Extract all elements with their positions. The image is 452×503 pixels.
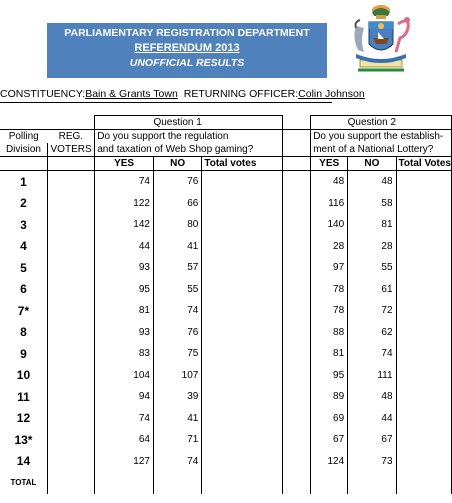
q1-total-cell — [202, 171, 282, 193]
q1-yes-cell: 74 — [95, 408, 154, 430]
q1-yes-cell: 142 — [95, 214, 154, 236]
q2-no-cell: 48 — [348, 386, 396, 408]
reg-voters-cell — [47, 343, 94, 365]
total-row-label: TOTAL — [10, 478, 37, 488]
spacer-cell — [282, 279, 310, 301]
q2-yes-cell: 28 — [311, 236, 348, 258]
reg-voters-cell — [47, 429, 94, 451]
q2-yes-cell: 69 — [311, 408, 348, 430]
table-row — [0, 343, 452, 365]
polling-division-cell: 6 — [20, 282, 27, 297]
spacer-cell — [282, 343, 310, 365]
spacer-cell — [282, 365, 310, 387]
q1-total-cell — [202, 386, 282, 408]
q1-total-cell — [202, 408, 282, 430]
spacer-cell — [282, 214, 310, 236]
question-1-text-2: and taxation of Web Shop gaming? — [95, 143, 283, 157]
q2-total-cell — [396, 386, 451, 408]
table-row — [0, 257, 452, 279]
q1-no-cell: 75 — [153, 343, 201, 365]
q2-total-cell — [396, 279, 451, 301]
q2-no-cell: 58 — [348, 193, 396, 215]
q1-no-cell: 57 — [153, 257, 201, 279]
q2-yes-cell: 78 — [311, 279, 348, 301]
reg-voters-cell — [47, 300, 94, 322]
q1-no-cell: 76 — [153, 171, 201, 193]
spacer-cell — [282, 193, 310, 215]
q1-total-header: Total votes — [202, 157, 282, 171]
q2-yes-cell: 78 — [311, 300, 348, 322]
polling-division-cell: 4 — [20, 239, 27, 254]
department-title: PARLIAMENTARY REGISTRATION DEPARTMENT — [64, 27, 310, 39]
q1-no-cell: 41 — [153, 408, 201, 430]
q2-total-cell — [396, 257, 451, 279]
spacer-cell — [282, 300, 310, 322]
polling-division-cell: 14 — [16, 454, 31, 469]
results-table — [0, 115, 452, 494]
polling-division-cell: 1 — [20, 174, 27, 189]
results-subtitle: UNOFFICIAL RESULTS — [129, 57, 245, 69]
spacer-cell — [282, 257, 310, 279]
divider-line — [0, 102, 332, 103]
question-2-text-2: ment of a National Lottery? — [311, 143, 452, 157]
q1-no-cell: 107 — [153, 365, 201, 387]
q1-no-cell: 39 — [153, 386, 201, 408]
q1-total-cell — [202, 236, 282, 258]
q1-total-cell — [202, 257, 282, 279]
table-row — [0, 408, 452, 430]
polling-division-cell: 9 — [20, 346, 27, 361]
reg-header-2: VOTERS — [47, 143, 94, 157]
polling-division-cell: 5 — [20, 260, 27, 275]
q2-yes-cell: 124 — [311, 451, 348, 473]
reg-header-1: REG. — [47, 130, 94, 144]
q1-total-cell — [202, 279, 282, 301]
constituency-label: CONSTITUENCY: — [0, 88, 86, 100]
q2-yes-cell: 48 — [311, 171, 348, 193]
q2-no-cell: 111 — [348, 365, 396, 387]
q1-yes-cell: 93 — [95, 322, 154, 344]
q2-total-cell — [396, 451, 451, 473]
q1-yes-cell: 44 — [95, 236, 154, 258]
q2-yes-cell: 97 — [311, 257, 348, 279]
q1-no-cell: 55 — [153, 279, 201, 301]
q2-no-cell: 81 — [348, 214, 396, 236]
q1-yes-cell: 81 — [95, 300, 154, 322]
polling-division-cell: 11 — [17, 389, 30, 404]
reg-voters-cell — [47, 386, 94, 408]
q2-no-cell: 44 — [348, 408, 396, 430]
q2-yes-cell: 89 — [311, 386, 348, 408]
table-row — [0, 322, 452, 344]
spacer-cell — [282, 322, 310, 344]
table-row — [0, 193, 452, 215]
question-2-text-1: Do you support the establish- — [311, 130, 452, 144]
q2-yes-header: YES — [311, 157, 348, 171]
q1-no-cell: 71 — [153, 429, 201, 451]
q2-yes-cell: 88 — [311, 322, 348, 344]
reg-voters-cell — [47, 193, 94, 215]
q2-total-cell — [396, 343, 451, 365]
constituency-value: Bain & Grants Town — [85, 88, 178, 100]
q1-total-cell — [202, 451, 282, 473]
q2-total-cell — [396, 365, 451, 387]
q1-total-cell — [202, 365, 282, 387]
q2-no-cell: 67 — [348, 429, 396, 451]
table-row — [0, 451, 452, 473]
returning-officer-label: RETURNING OFFICER: — [183, 88, 299, 100]
spacer-cell — [282, 386, 310, 408]
spacer-cell — [282, 429, 310, 451]
q1-yes-cell: 122 — [95, 193, 154, 215]
reg-voters-cell — [47, 408, 94, 430]
table-row — [0, 236, 452, 258]
spacer-cell — [282, 408, 310, 430]
q2-no-cell: 55 — [348, 257, 396, 279]
reg-voters-cell — [47, 214, 94, 236]
reg-voters-cell — [47, 171, 94, 193]
table-row — [0, 386, 452, 408]
q1-yes-cell: 104 — [95, 365, 154, 387]
polling-division-cell: 7* — [17, 303, 30, 318]
returning-officer-value: Colin Johnson — [298, 88, 365, 100]
constituency-line — [0, 88, 365, 100]
table-row — [0, 429, 452, 451]
q2-yes-cell: 81 — [311, 343, 348, 365]
reg-voters-cell — [47, 451, 94, 473]
q1-yes-cell: 127 — [95, 451, 154, 473]
q1-yes-cell: 93 — [95, 257, 154, 279]
q2-total-cell — [396, 193, 451, 215]
polling-division-cell: 13* — [14, 432, 33, 447]
polling-division-cell: 10 — [16, 368, 31, 383]
table-row — [0, 171, 452, 193]
q1-yes-cell: 95 — [95, 279, 154, 301]
q1-total-cell — [202, 193, 282, 215]
polling-header-1: Polling — [0, 130, 47, 144]
reg-voters-cell — [47, 365, 94, 387]
q2-total-cell — [396, 214, 451, 236]
bahamas-coat-of-arms-icon — [350, 2, 412, 76]
question-1-text-1: Do you support the regulation — [95, 130, 283, 144]
q2-total-cell — [396, 429, 451, 451]
q1-yes-cell: 74 — [95, 171, 154, 193]
q1-no-cell: 66 — [153, 193, 201, 215]
q2-yes-cell: 67 — [311, 429, 348, 451]
q2-no-header: NO — [348, 157, 396, 171]
q2-total-cell — [396, 300, 451, 322]
q2-total-cell — [396, 236, 451, 258]
q1-total-cell — [202, 322, 282, 344]
polling-division-cell: 8 — [20, 325, 27, 340]
q1-no-cell: 74 — [153, 300, 201, 322]
q2-total-header: Total Votes — [396, 157, 451, 171]
q1-yes-cell: 83 — [95, 343, 154, 365]
q1-total-cell — [202, 300, 282, 322]
spacer-cell — [282, 171, 310, 193]
q2-total-cell — [396, 408, 451, 430]
table-row — [0, 214, 452, 236]
q2-no-cell: 48 — [348, 171, 396, 193]
q1-total-cell — [202, 214, 282, 236]
reg-voters-cell — [47, 257, 94, 279]
table-row — [0, 300, 452, 322]
q2-yes-cell: 95 — [311, 365, 348, 387]
q1-yes-cell: 94 — [95, 386, 154, 408]
q2-no-cell: 61 — [348, 279, 396, 301]
referendum-title: REFERENDUM 2013 — [134, 42, 240, 54]
polling-header-2: Division — [5, 144, 41, 155]
q2-no-cell: 62 — [348, 322, 396, 344]
reg-voters-cell — [47, 236, 94, 258]
question-2-title: Question 2 — [347, 117, 397, 128]
q2-yes-cell: 140 — [311, 214, 348, 236]
polling-division-cell: 2 — [20, 196, 27, 211]
q2-total-cell — [396, 322, 451, 344]
q2-no-cell: 73 — [348, 451, 396, 473]
q1-no-cell: 41 — [153, 236, 201, 258]
q2-no-cell: 74 — [348, 343, 396, 365]
table-row — [0, 279, 452, 301]
q1-no-header: NO — [153, 157, 201, 171]
q1-no-cell: 80 — [153, 214, 201, 236]
q1-total-cell — [202, 429, 282, 451]
polling-division-cell: 3 — [20, 217, 27, 232]
q1-no-cell: 74 — [153, 451, 201, 473]
header-banner — [47, 23, 327, 78]
reg-voters-cell — [47, 279, 94, 301]
q1-no-cell: 76 — [153, 322, 201, 344]
q2-yes-cell: 116 — [311, 193, 348, 215]
q2-no-cell: 72 — [348, 300, 396, 322]
reg-voters-cell — [47, 322, 94, 344]
polling-division-cell: 12 — [16, 411, 31, 426]
spacer-cell — [282, 236, 310, 258]
q1-yes-cell: 64 — [95, 429, 154, 451]
q2-no-cell: 28 — [348, 236, 396, 258]
spacer-cell — [282, 451, 310, 473]
table-row — [0, 365, 452, 387]
q1-total-cell — [202, 343, 282, 365]
q1-yes-header: YES — [95, 157, 154, 171]
question-1-title: Question 1 — [153, 117, 202, 128]
q2-total-cell — [396, 171, 451, 193]
